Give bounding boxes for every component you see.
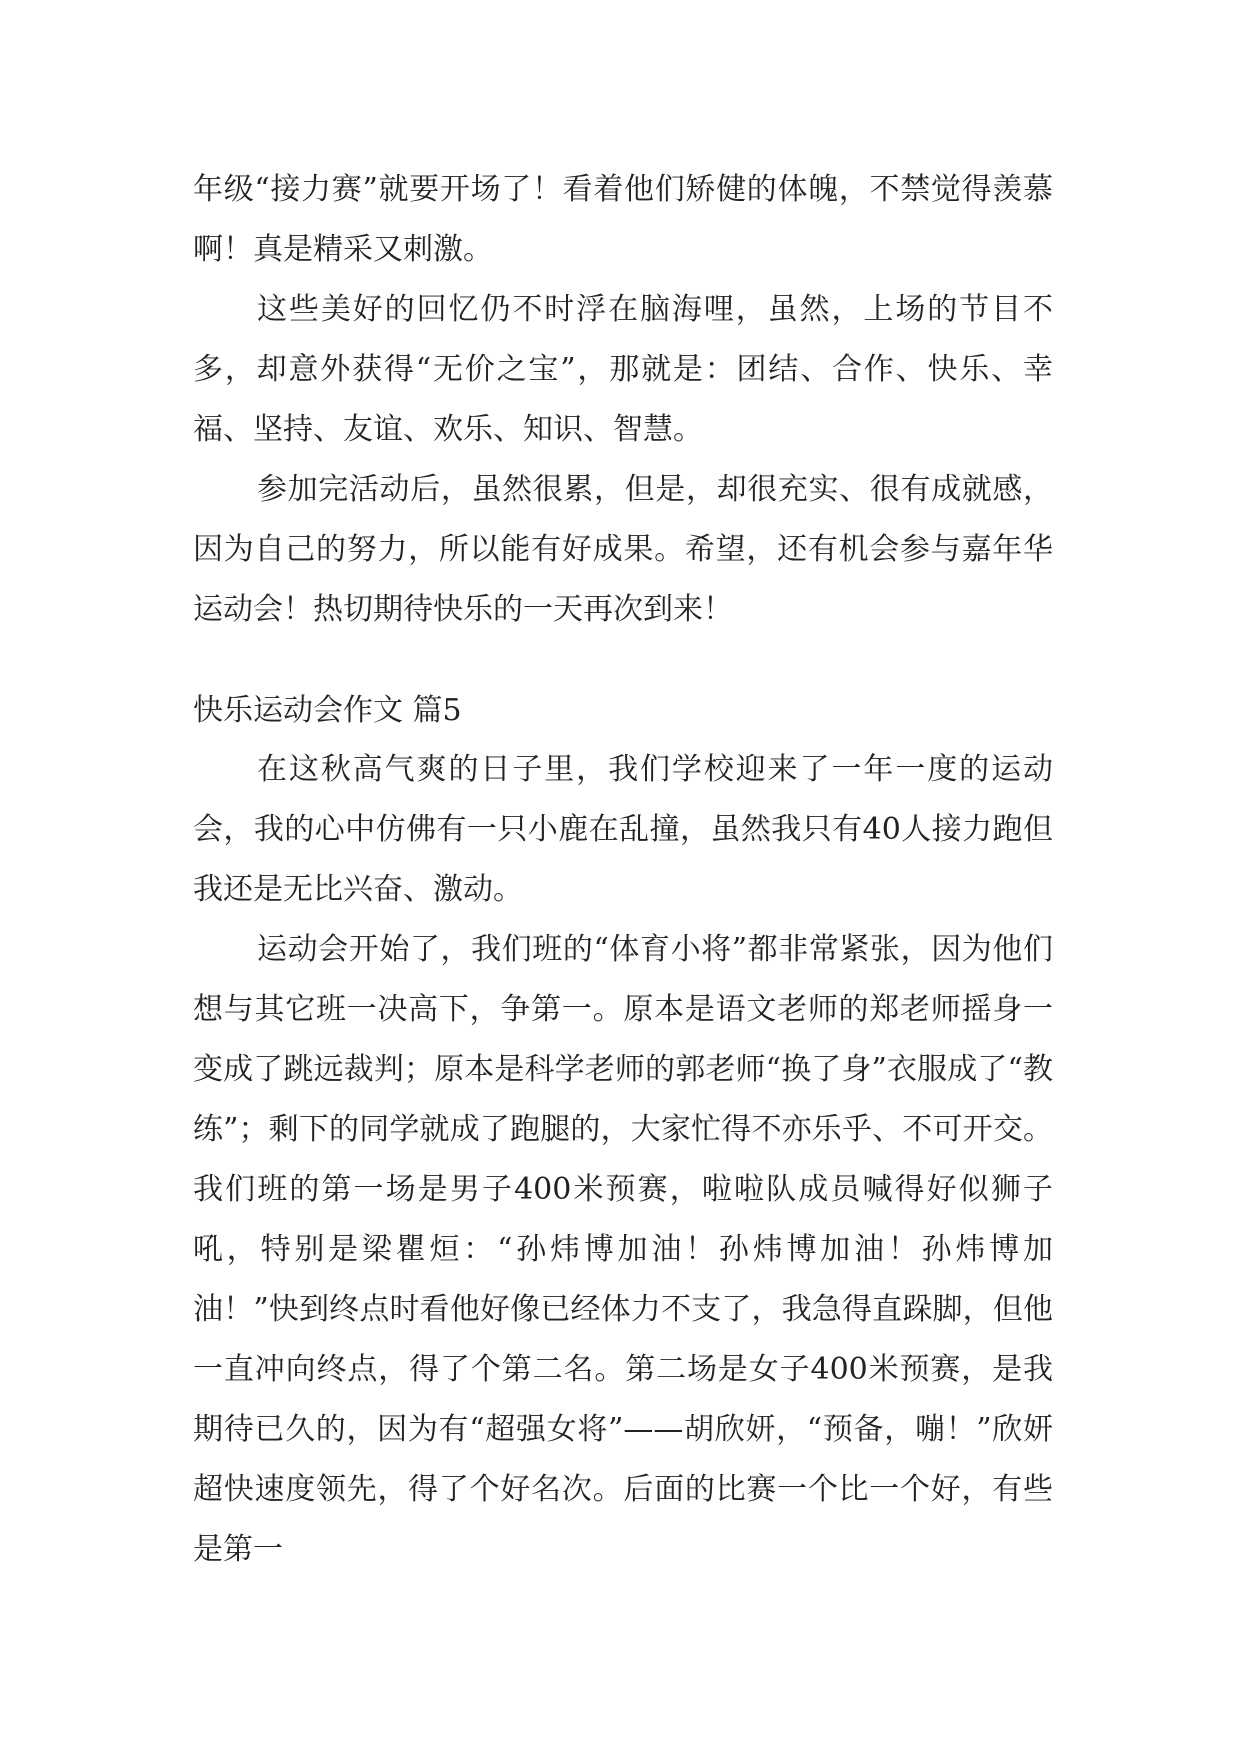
paragraph-2: 这些美好的回忆仍不时浮在脑海哩，虽然，上场的节目不多，却意外获得“无价之宝”，那就是：团结、合作、快乐、幸福、坚持、友谊、欢乐、知识、智慧。 <box>193 292 1053 447</box>
section-heading: 快乐运动会作文 篇5 <box>193 693 462 728</box>
paragraph-3: 参加完活动后，虽然很累，但是，却很充实、很有成就感，因为自己的努力，所以能有好成果。希望，还有机会参与嘉年华运动会！热切期待快乐的一天再次到来！ <box>193 472 1053 627</box>
paragraph-4: 在这秋高气爽的日子里，我们学校迎来了一年一度的运动会，我的心中仿佛有一只小鹿在乱撞，虽然我只有40人接力跑但我还是无比兴奋、激动。 <box>193 752 1053 907</box>
document-body <box>193 160 1053 1580</box>
paragraph-1: 年级“接力赛”就要开场了！看着他们矫健的体魄，不禁觉得羡慕啊！真是精采又刺激。 <box>193 172 1053 267</box>
paragraph-5: 运动会开始了，我们班的“体育小将”都非常紧张，因为他们想与其它班一决高下，争第一。原本是语文老师的郑老师摇身一变成了跳远裁判；原本是科学老师的郭老师“换了身”衣服成了“教练”；剩下的同学就成了跑腿的，大家忙得不亦乐乎、不可开交。我们班的第一场是男子400米预赛，啦啦队成员喊得好似狮子吼，特别是梁瞿烜：“孙炜博加油！孙炜博加油！孙炜博加油！”快到终点时看他好像已经体力不支了，我急得直跺脚，但他一直冲向终点，得了个第二名。第二场是女子400米预赛，是我期待已久的，因为有“超强女将”——胡欣妍，“预备，嘣！”欣妍超快速度领先，得了个好名次。后面的比赛一个比一个好，有些是第一 <box>193 932 1053 1567</box>
